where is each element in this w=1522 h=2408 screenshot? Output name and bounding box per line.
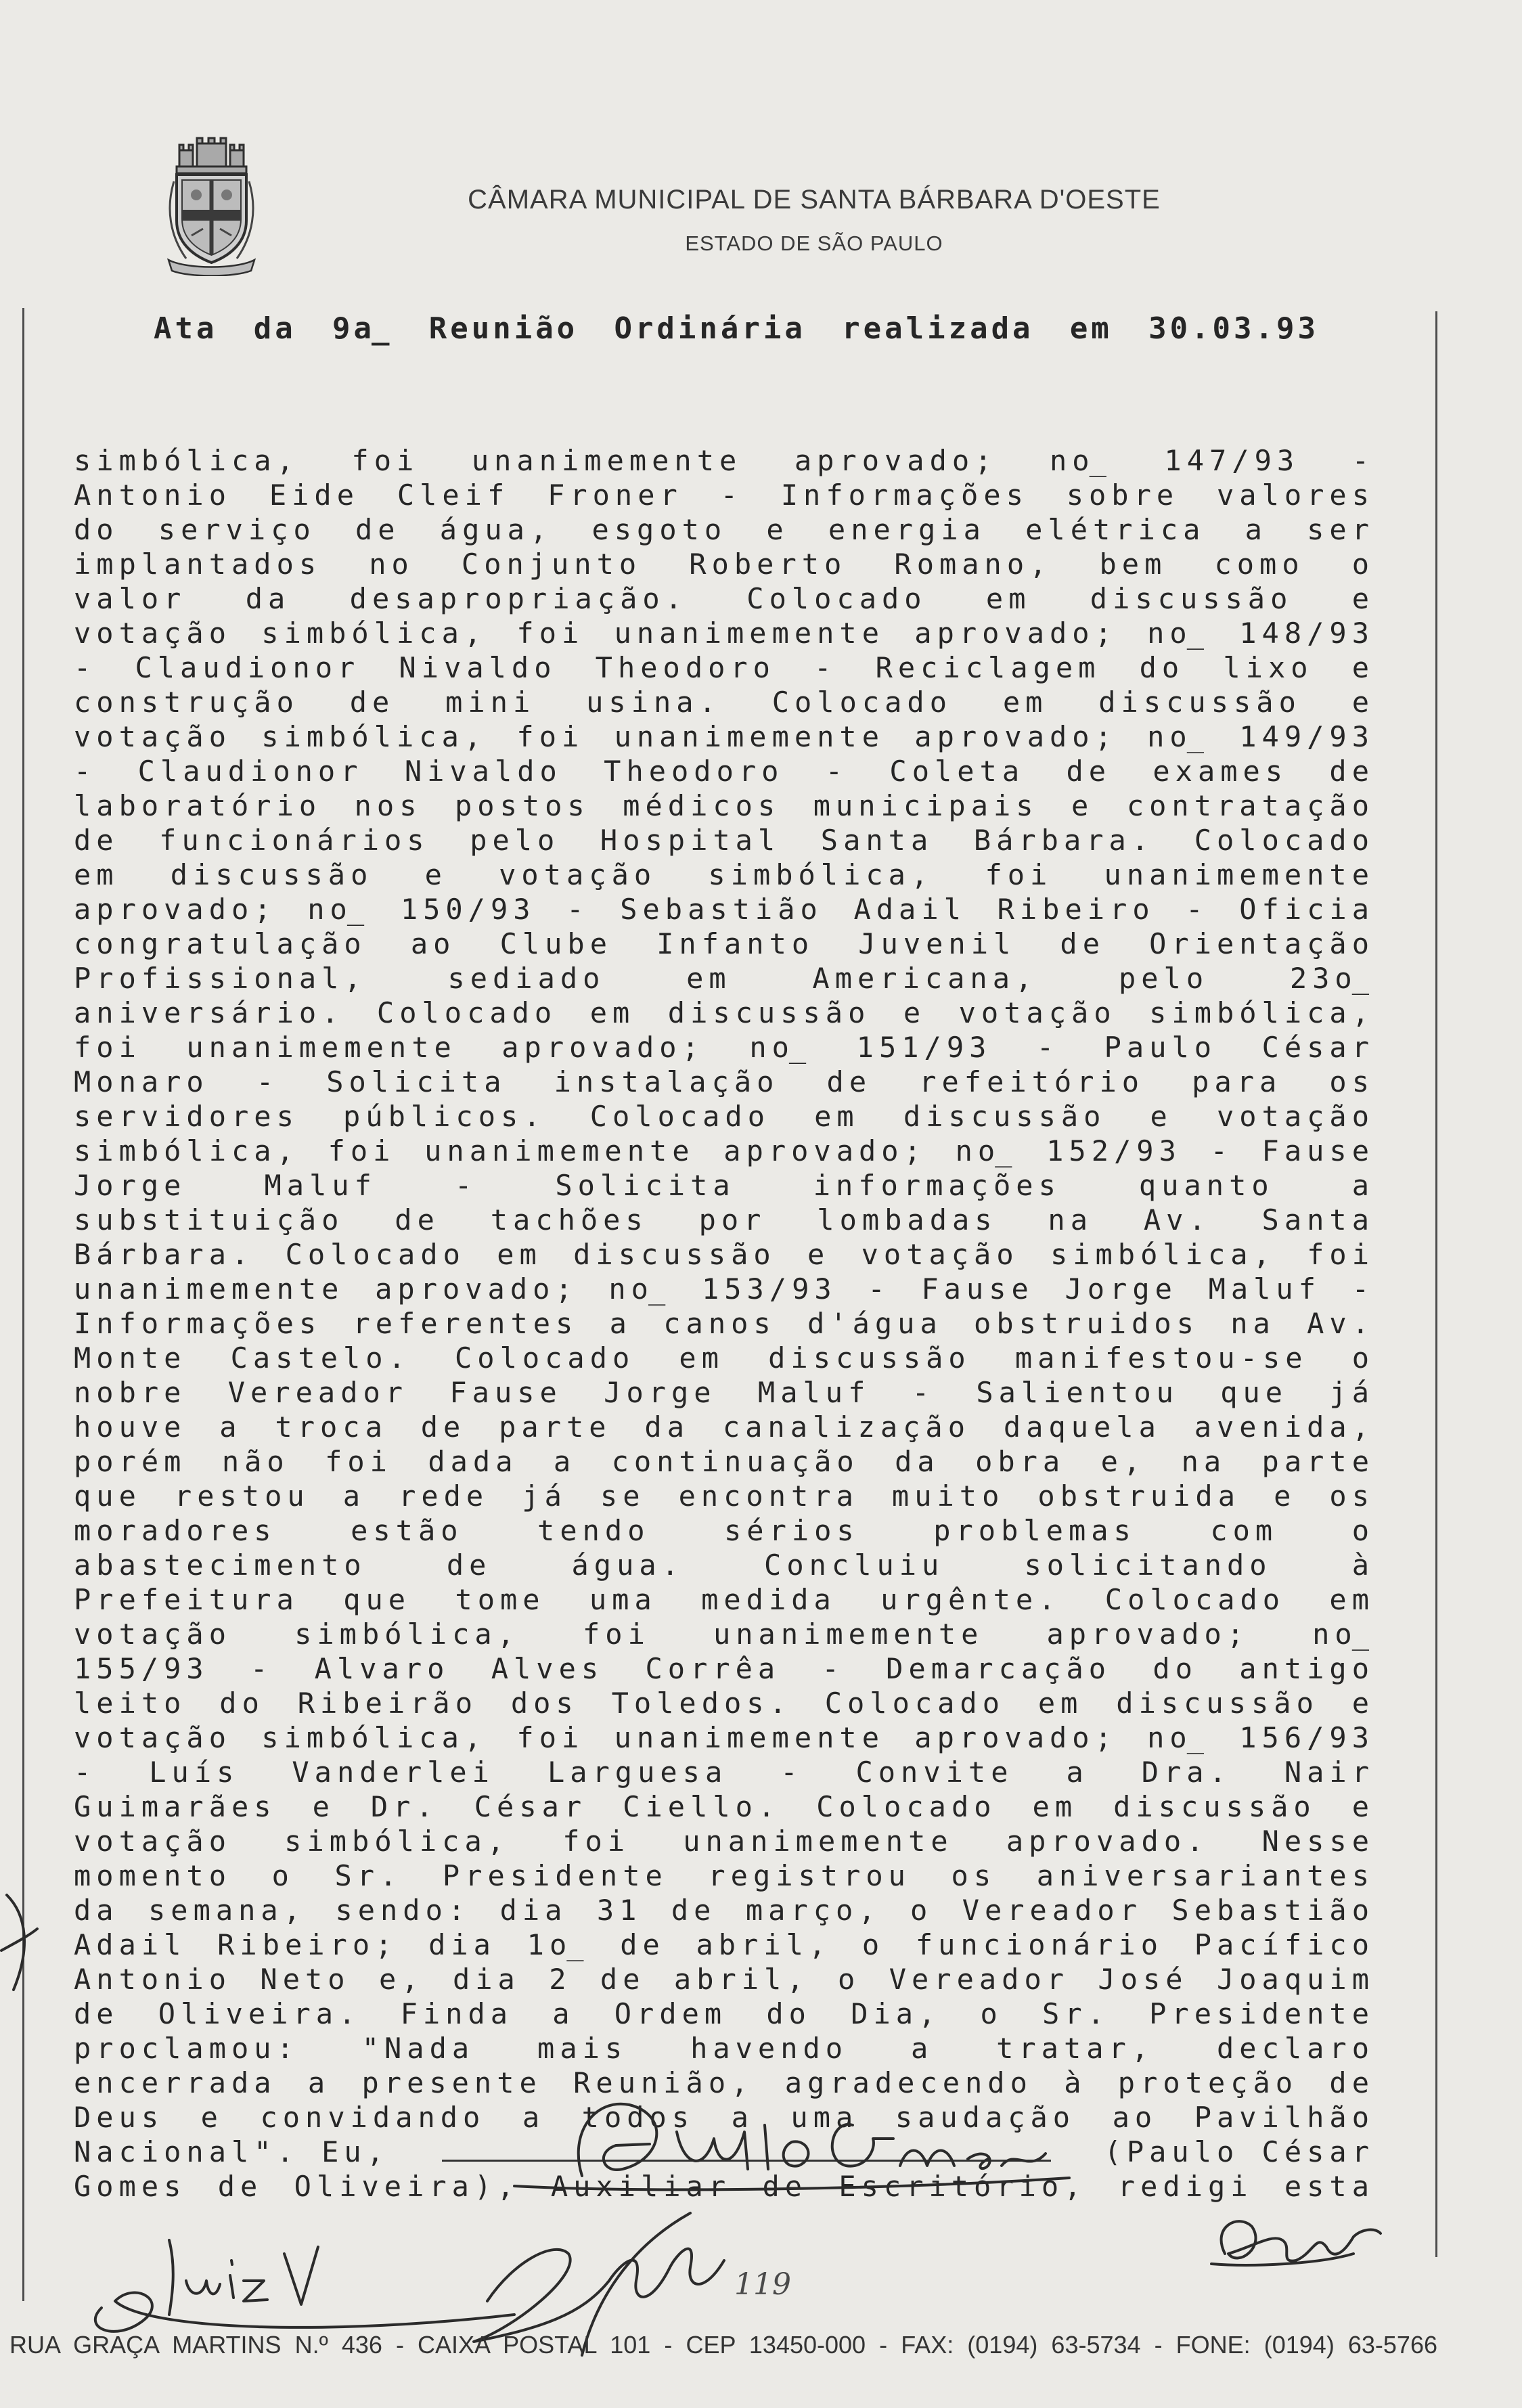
body-line: momento o Sr. Presidente registrou os aniversariantes — [74, 1859, 1374, 1892]
body-line: da semana, sendo: dia 31 de março, o Vereador Sebastião — [74, 1894, 1374, 1927]
document-title: Ata da 9a̲ Reunião Ordinária realizada em 30.03.93 — [154, 311, 1319, 346]
body-line: - Luís Vanderlei Larguesa - Convite a Dra. Nair — [74, 1756, 1374, 1789]
body-line: votação simbólica, foi unanimemente aprovado; no̲ 156/93 — [74, 1721, 1374, 1754]
state-name: ESTADO DE SÃO PAULO — [685, 231, 943, 255]
body-line: unanimemente aprovado; no̲ 153/93 - Fause Jorge Maluf - — [74, 1272, 1374, 1306]
signature-blank-line — [442, 2137, 1051, 2162]
body-line: abastecimento de água. Concluiu solicitando à — [74, 1548, 1374, 1582]
page-number: 119 — [734, 2267, 791, 2302]
body-line: proclamou: "Nada mais havendo a tratar, declaro — [74, 2032, 1374, 2065]
body-line: porém não foi dada a continuação da obra e, na parte — [74, 1445, 1374, 1478]
closing-suffix: (Paulo César — [1104, 2135, 1374, 2168]
body-line: de Oliveira. Finda a Ordem do Dia, o Sr. Presidente — [74, 1997, 1374, 2030]
left-margin-line — [22, 308, 24, 2301]
body-line: implantados no Conjunto Roberto Romano, bem como o — [74, 548, 1374, 581]
closing-line — [74, 2135, 1374, 2169]
body-line: houve a troca de parte da canalização daquela avenida, — [74, 1410, 1374, 1444]
body-line: votação simbólica, foi unanimemente aprovado. Nesse — [74, 1825, 1374, 1858]
coat-of-arms-icon — [166, 134, 257, 276]
body-line: aniversário. Colocado em discussão e votação simbólica, — [74, 996, 1374, 1029]
body-line: foi unanimemente aprovado; no̲ 151/93 - Paulo César — [74, 1031, 1374, 1064]
body-line: votação simbólica, foi unanimemente aprovado; no̲ — [74, 1618, 1374, 1651]
closing-prefix: Nacional". Eu, — [74, 2135, 390, 2168]
body-line: Informações referentes a canos d'água obstruidos na Av. — [74, 1307, 1374, 1340]
body-line: valor da desapropriação. Colocado em discussão e — [74, 582, 1374, 615]
signature-right — [1211, 2221, 1381, 2265]
body-line: do serviço de água, esgoto e energia elétrica a ser — [74, 513, 1374, 546]
document-body — [74, 443, 1374, 2204]
body-line: Profissional, sediado em Americana, pelo 23o̲ — [74, 962, 1374, 995]
body-line: substituição de tachões por lombadas na Av. Santa — [74, 1203, 1374, 1236]
body-line: leito do Ribeirão dos Toledos. Colocado em discussão e — [74, 1687, 1374, 1720]
body-line: Adail Ribeiro; dia 1o̲ de abril, o funcionário Pacífico — [74, 1928, 1374, 1961]
body-line: Bárbara. Colocado em discussão e votação simbólica, foi — [74, 1238, 1374, 1271]
page-footer-address: RUA GRAÇA MARTINS N.º 436 - CAIXA POSTAL 101 - CEP 13450-000 - FAX: (0194) 63-5734 - FONE: (0194) 63-5766 — [9, 2331, 1437, 2359]
body-line: nobre Vereador Fause Jorge Maluf - Salientou que já — [74, 1376, 1374, 1409]
body-line: Prefeitura que tome uma medida urgênte. Colocado em — [74, 1583, 1374, 1616]
body-line: simbólica, foi unanimemente aprovado; no̲ 152/93 - Fause — [74, 1134, 1374, 1167]
body-line: aprovado; no̲ 150/93 - Sebastião Adail Ribeiro - Oficia — [74, 893, 1374, 926]
body-line: construção de mini usina. Colocado em discussão e — [74, 686, 1374, 719]
body-line: moradores estão tendo sérios problemas com o — [74, 1514, 1374, 1547]
body-line-last: Gomes de Oliveira), Auxiliar de Escritório, redigi esta — [74, 2170, 1374, 2203]
body-line: simbólica, foi unanimemente aprovado; no̲ 147/93 - — [74, 444, 1374, 477]
institution-name: CÂMARA MUNICIPAL DE SANTA BÁRBARA D'OESTE — [468, 185, 1161, 215]
body-line: de funcionários pelo Hospital Santa Bárbara. Colocado — [74, 824, 1374, 857]
body-line: votação simbólica, foi unanimemente aprovado; no̲ 149/93 — [74, 720, 1374, 753]
margin-signature — [1, 1895, 37, 1990]
body-line: Guimarães e Dr. César Ciello. Colocado em discussão e — [74, 1790, 1374, 1823]
body-line: em discussão e votação simbólica, foi unanimemente — [74, 858, 1374, 891]
body-line: Deus e convidando a todos a uma saudação ao Pavilhão — [74, 2101, 1374, 2134]
body-line: Monaro - Solicita instalação de refeitório para os — [74, 1065, 1374, 1098]
body-line: votação simbólica, foi unanimemente aprovado; no̲ 148/93 — [74, 617, 1374, 650]
body-line: Monte Castelo. Colocado em discussão manifestou-se o — [74, 1341, 1374, 1375]
body-line: encerrada a presente Reunião, agradecendo à proteção de — [74, 2066, 1374, 2099]
body-line: - Claudionor Nivaldo Theodoro - Coleta de exames de — [74, 755, 1374, 788]
body-line: servidores públicos. Colocado em discussão e votação — [74, 1100, 1374, 1133]
right-margin-line — [1435, 311, 1437, 2257]
body-line: - Claudionor Nivaldo Theodoro - Reciclagem do lixo e — [74, 651, 1374, 684]
signature-left — [95, 2240, 514, 2332]
body-line: que restou a rede já se encontra muito obstruida e os — [74, 1479, 1374, 1513]
body-line: Jorge Maluf - Solicita informações quanto a — [74, 1169, 1374, 1202]
body-line: Antonio Eide Cleif Froner - Informações sobre valores — [74, 478, 1374, 512]
body-line: laboratório nos postos médicos municipais e contratação — [74, 789, 1374, 822]
body-line: 155/93 - Alvaro Alves Corrêa - Demarcação do antigo — [74, 1652, 1374, 1685]
body-line: Antonio Neto e, dia 2 de abril, o Vereador José Joaquim — [74, 1963, 1374, 1996]
body-line: congratulação ao Clube Infanto Juvenil de Orientação — [74, 927, 1374, 960]
